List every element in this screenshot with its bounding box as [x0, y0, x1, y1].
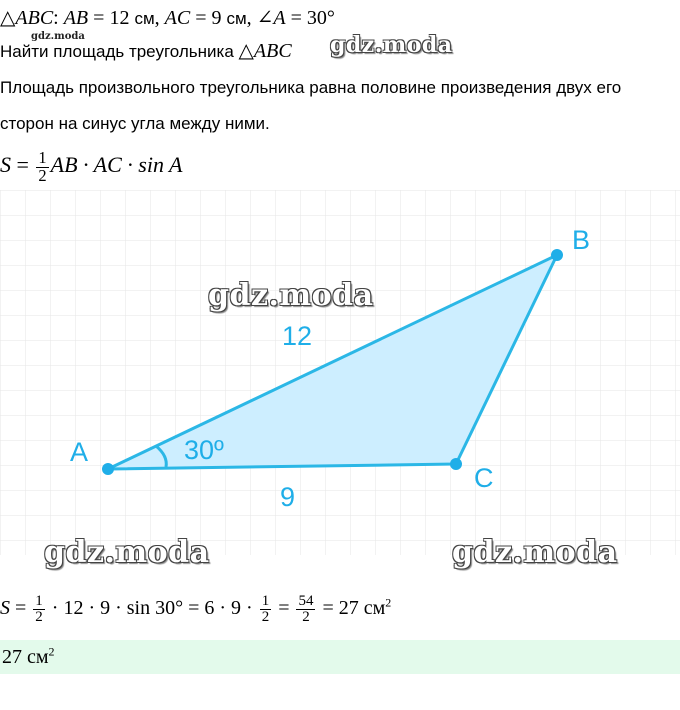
- side-ac-length: 9: [280, 482, 296, 512]
- triangle-symbol: △ABC: [0, 7, 54, 29]
- answer-box: [0, 640, 680, 674]
- solution-equals: =: [278, 597, 290, 620]
- watermark-small: gdz.moda: [31, 31, 85, 42]
- find-triangle: △ABC: [238, 40, 292, 62]
- side-ab-label: AB: [63, 7, 89, 29]
- vertex-a-label: A: [70, 437, 89, 467]
- side-ac-value: 9: [211, 7, 222, 29]
- solution-fraction-2: $\frac{1}{2}$: [261, 593, 270, 625]
- find-statement: [0, 38, 292, 63]
- side-ab-value: 12: [109, 7, 130, 29]
- vertex-c-point: [450, 458, 462, 470]
- solution-result-exponent: 2: [385, 595, 392, 610]
- solution-fraction-3: $\frac{54}{2}$: [298, 593, 314, 625]
- answer-value: [2, 646, 55, 669]
- angle-value-label: 30º: [184, 435, 224, 465]
- given-conditions: △ABC: AB = 12 см, AC = 9 см, ∠A = 30°: [0, 7, 335, 29]
- unit-cm: см: [134, 9, 155, 28]
- side-ac-label: AC: [164, 7, 191, 29]
- explanation-line-2: сторон на синус угла между ними.: [0, 114, 270, 133]
- area-formula: S = $\frac{1}{2}$ AB · AC · sin A: [0, 148, 183, 185]
- vertex-b-point: [551, 249, 563, 261]
- watermark-middle: gdz.moda: [208, 278, 374, 313]
- formula-rhs: AB · AC · sin A: [50, 152, 183, 178]
- solution-lhs: S: [0, 597, 10, 620]
- watermark-bottom-left: gdz.moda: [44, 535, 210, 570]
- vertex-b-label: B: [572, 225, 591, 255]
- solution-part-1: · 12 · 9 · sin 30° = 6 · 9 ·: [51, 597, 253, 620]
- solution-result: = 27 см: [322, 597, 386, 620]
- vertex-c-label: C: [474, 463, 494, 493]
- answer-exponent: 2: [48, 644, 55, 659]
- unit-cm-2: см: [226, 9, 247, 28]
- watermark-bottom-right: gdz.moda: [452, 535, 618, 570]
- answer-text: 27 см: [2, 646, 49, 668]
- angle-a-label: ∠A: [256, 7, 286, 29]
- formula-lhs: S: [0, 152, 11, 178]
- vertex-a-point: [102, 463, 114, 475]
- formula-fraction: $\frac{1}{2}$: [38, 148, 47, 185]
- find-text: Найти площадь треугольника: [0, 42, 234, 61]
- solution-calculation: S = $\frac{1}{2}$ · 12 · 9 · sin 30° = 6 · 9 · $\frac{1}{2}$ = $\frac{54}{2}$ = 27 $см^2$: [0, 593, 392, 625]
- triangle-figure: [0, 190, 680, 555]
- explanation-line-1: Площадь произвольного треугольника равна половине произведения двух его: [0, 78, 622, 97]
- angle-a-value: 30°: [306, 7, 335, 29]
- side-ab-length: 12: [282, 321, 313, 351]
- watermark-top: gdz.moda: [330, 32, 453, 58]
- solution-fraction-1: $\frac{1}{2}$: [35, 593, 43, 625]
